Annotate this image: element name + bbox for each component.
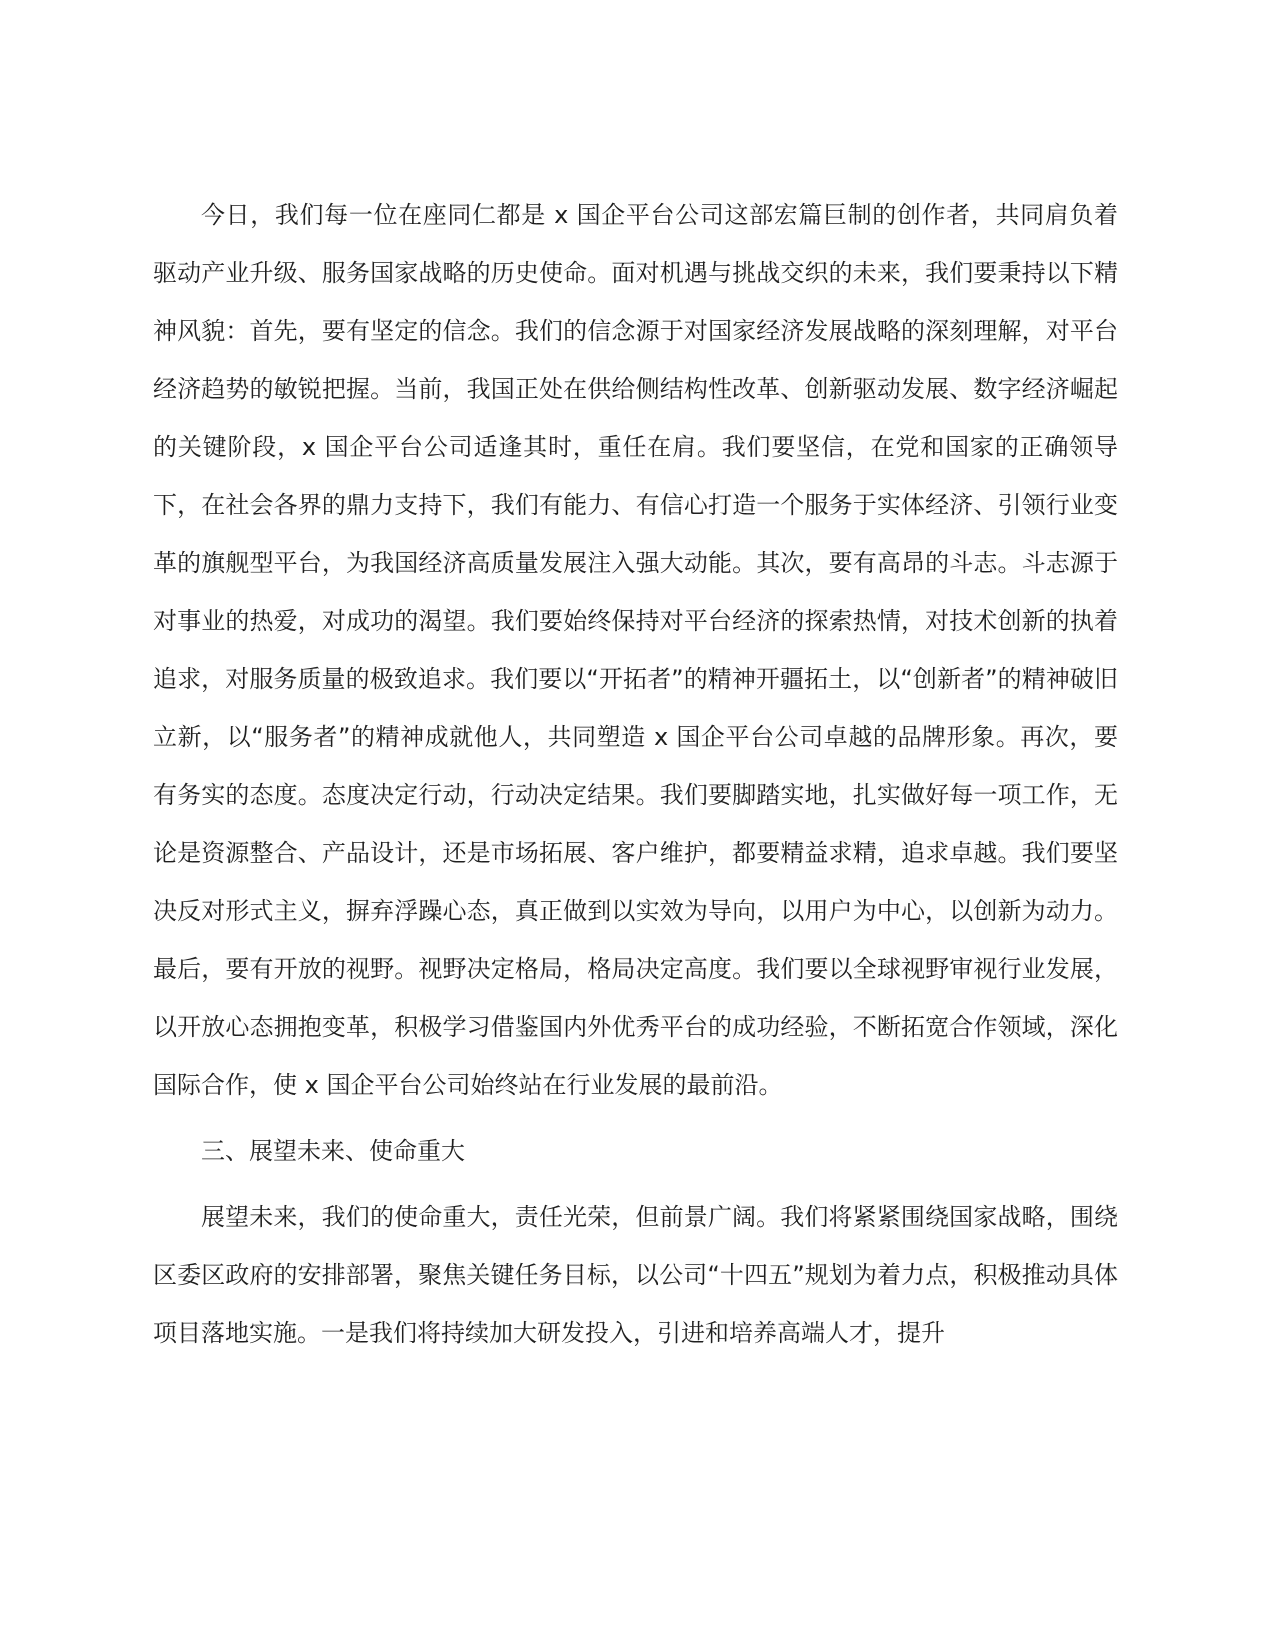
document-body (153, 186, 1118, 1362)
body-paragraph: 今日，我们每一位在座同仁都是 x 国企平台公司这部宏篇巨制的创作者，共同肩负着驱动产业升级、服务国家战略的历史使命。面对机遇与挑战交织的未来，我们要秉持以下精神风貌：首先，要有坚定的信念。我们的信念源于对国家经济发展战略的深刻理解，对平台经济趋势的敏锐把握。当前，我国正处在供给侧结构性改革、创新驱动发展、数字经济崛起的关键阶段，x 国企平台公司适逢其时，重任在肩。我们要坚信，在党和国家的正确领导下，在社会各界的鼎力支持下，我们有能力、有信心打造一个服务于实体经济、引领行业变革的旗舰型平台，为我国经济高质量发展注入强大动能。其次，要有高昂的斗志。斗志源于对事业的热爱，对成功的渴望。我们要始终保持对平台经济的探索热情，对技术创新的执着追求，对服务质量的极致追求。我们要以“开拓者”的精神开疆拓土，以“创新者”的精神破旧立新，以“服务者”的精神成就他人，共同塑造 x 国企平台公司卓越的品牌形象。再次，要有务实的态度。态度决定行动，行动决定结果。我们要脚踏实地，扎实做好每一项工作，无论是资源整合、产品设计，还是市场拓展、客户维护，都要精益求精，追求卓越。我们要坚决反对形式主义，摒弃浮躁心态，真正做到以实效为导向，以用户为中心，以创新为动力。最后，要有开放的视野。视野决定格局，格局决定高度。我们要以全球视野审视行业发展，以开放心态拥抱变革，积极学习借鉴国内外优秀平台的成功经验，不断拓宽合作领域，深化国际合作，使 x 国企平台公司始终站在行业发展的最前沿。 (153, 201, 1118, 1099)
section-heading: 三、展望未来、使命重大 (201, 1137, 465, 1165)
body-paragraph: 展望未来，我们的使命重大，责任光荣，但前景广阔。我们将紧紧围绕国家战略，围绕区委区政府的安排部署，聚焦关键任务目标，以公司“十四五”规划为着力点，积极推动具体项目落地实施。一是我们将持续加大研发投入，引进和培养高端人才，提升 (153, 1203, 1118, 1347)
